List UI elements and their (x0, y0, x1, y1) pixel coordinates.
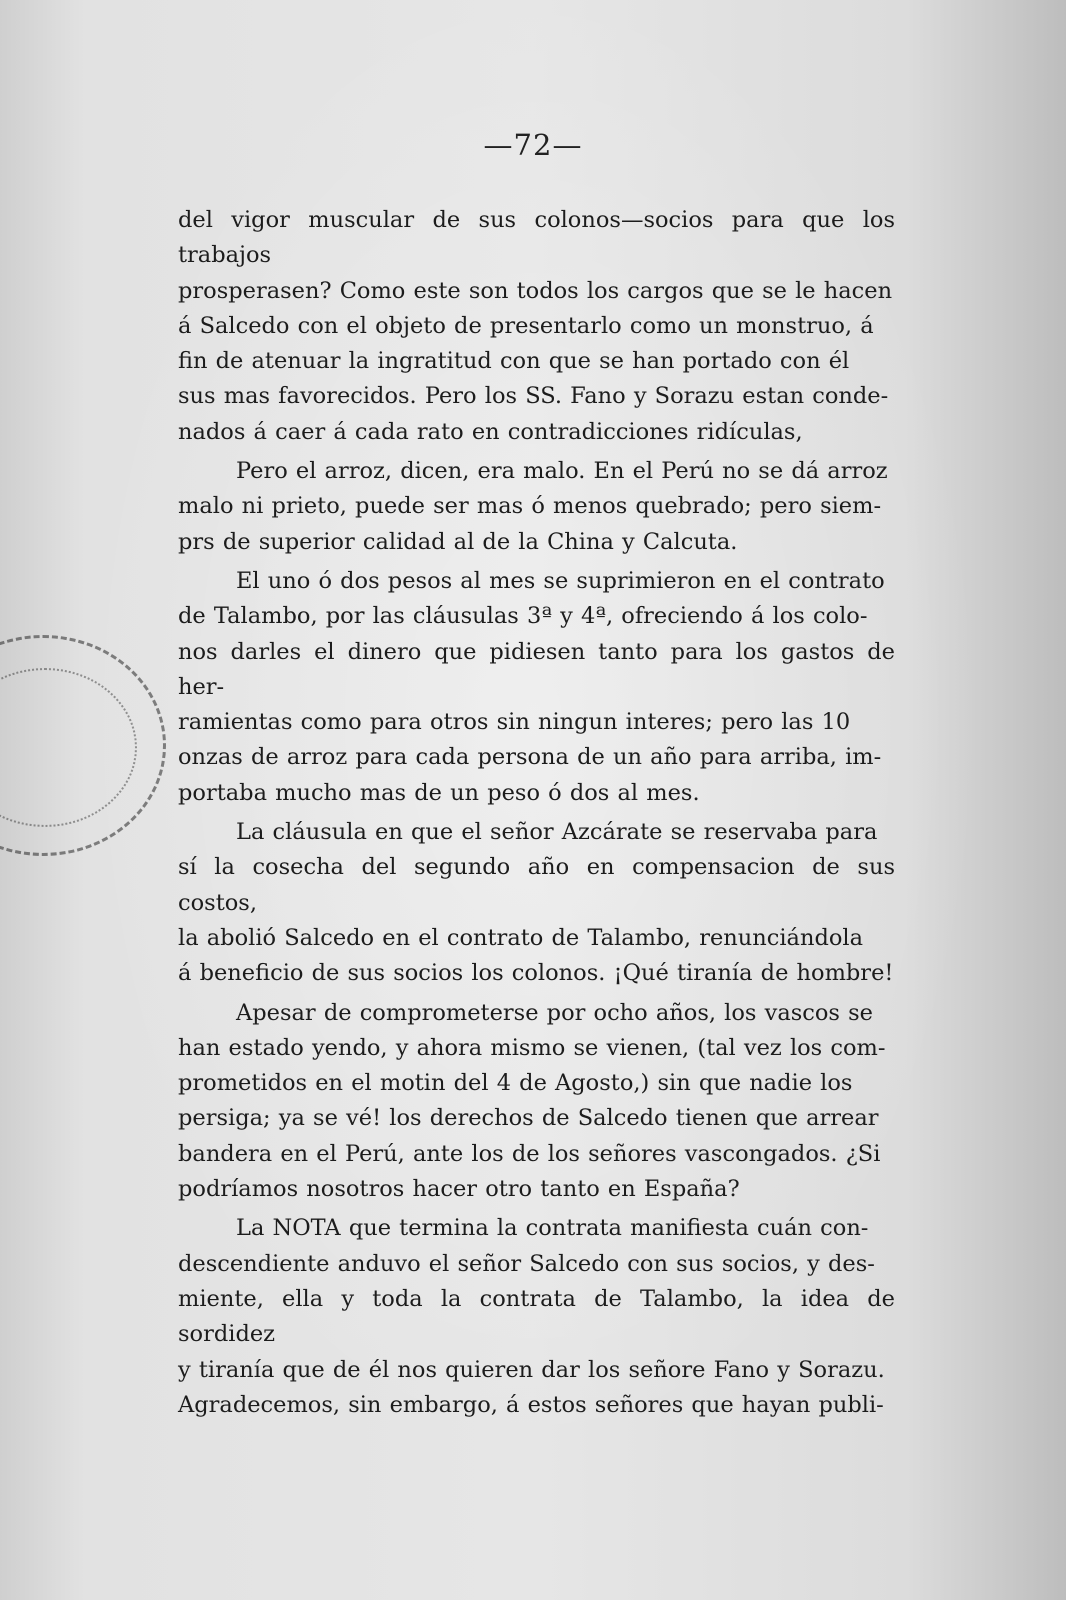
text-line: nados á caer á cada rato en contradicciones ridículas, (178, 418, 803, 445)
text-line: á Salcedo con el objeto de presentarlo como un monstruo, á (178, 312, 874, 339)
text-line: onzas de arroz para cada persona de un año para arriba, im- (178, 744, 882, 771)
paragraph (178, 203, 895, 450)
text-line: prosperasen? Como este son todos los cargos que se le hacen (178, 277, 893, 304)
paragraph (178, 815, 895, 991)
text-line: nos darles el dinero que pidiesen tanto para los gastos de her- (178, 638, 895, 700)
text-line: de Talambo, por las cláusulas 3ª y 4ª, ofreciendo á los colo- (178, 603, 868, 630)
text-line: fin de atenuar la ingratitud con que se han portado con él (178, 348, 850, 375)
text-line: El uno ó dos pesos al mes se suprimieron en el contrato (236, 567, 885, 594)
text-line: la abolió Salcedo en el contrato de Talambo, renunciándola (178, 924, 864, 951)
text-line: ramientas como para otros sin ningun interes; pero las 10 (178, 709, 851, 736)
text-line: portaba mucho mas de un peso ó dos al mes. (178, 779, 700, 806)
text-line: Pero el arroz, dicen, era malo. En el Perú no se dá arroz (236, 458, 888, 485)
text-line: del vigor muscular de sus colonos—socios para que los trabajos (178, 207, 895, 269)
paragraph (178, 1211, 895, 1423)
library-stamp-inner-ring (0, 668, 137, 827)
paragraph (178, 564, 895, 811)
text-line: Agradecemos, sin embargo, á estos señores que hayan publi- (178, 1391, 884, 1418)
text-line: prs de superior calidad al de la China y Calcuta. (178, 528, 738, 555)
text-line: sí la cosecha del segundo año en compensacion de sus costos, (178, 854, 895, 916)
text-line: descendiente anduvo el señor Salcedo con sus socios, y des- (178, 1250, 875, 1277)
text-line: á beneficio de sus socios los colonos. ¡Qué tiranía de hombre! (178, 960, 894, 987)
text-line: sus mas favorecidos. Pero los SS. Fano y Sorazu estan conde- (178, 383, 889, 410)
text-line: Apesar de comprometerse por ocho años, los vascos se (236, 999, 873, 1026)
paragraph (178, 454, 895, 560)
text-line: podríamos nosotros hacer otro tanto en España? (178, 1176, 740, 1203)
library-stamp (0, 635, 166, 856)
text-line: La NOTA que termina la contrata manifiesta cuán con- (236, 1215, 869, 1242)
paragraph (178, 996, 895, 1208)
text-line: La cláusula en que el señor Azcárate se reservaba para (236, 819, 878, 846)
text-line: malo ni prieto, puede ser mas ó menos quebrado; pero siem- (178, 493, 882, 520)
text-line: miente, ella y toda la contrata de Talambo, la idea de sordidez (178, 1285, 895, 1348)
text-line: persiga; ya se vé! los derechos de Salcedo tienen que arrear (178, 1105, 879, 1132)
text-line: bandera en el Perú, ante los de los señores vascongados. ¿Si (178, 1140, 881, 1167)
page-number: —72— (483, 128, 583, 162)
text-line: han estado yendo, y ahora mismo se vienen, (tal vez los com- (178, 1034, 886, 1061)
text-line: y tiranía que de él nos quieren dar los señore Fano y Sorazu. (178, 1356, 885, 1383)
text-line: prometidos en el motin del 4 de Agosto,) sin que nadie los (178, 1070, 853, 1097)
body-text (178, 203, 895, 1423)
